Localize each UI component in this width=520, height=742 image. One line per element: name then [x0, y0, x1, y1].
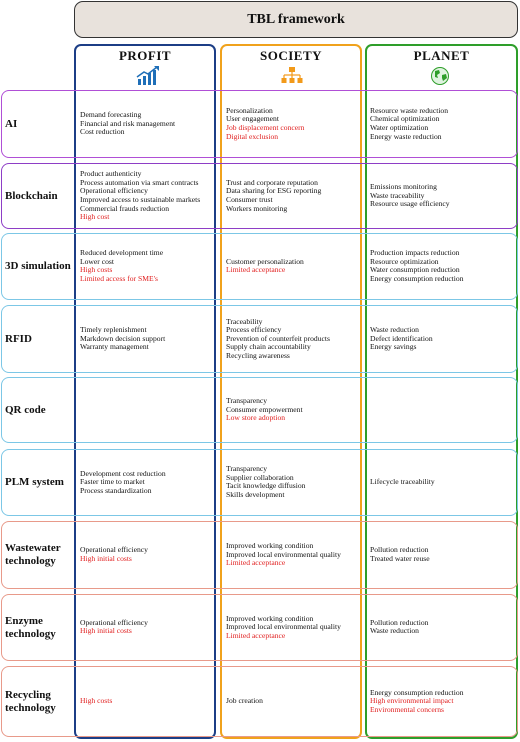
benefit-item: Energy consumption reduction — [370, 687, 464, 697]
society-cell-3d-simulation — [226, 258, 364, 275]
benefit-item: Lower cost — [80, 256, 114, 266]
org-chart-icon — [281, 66, 303, 86]
benefit-item: Process standardization — [80, 485, 152, 495]
profit-cell-plm-system — [80, 470, 218, 496]
challenge-item: Digital exclusion — [226, 131, 279, 141]
benefit-item: Resource waste reduction — [370, 105, 449, 115]
bar-chart-growth-icon — [136, 66, 160, 86]
benefit-item: Process efficiency — [226, 325, 282, 335]
benefit-item: Trust and corporate reputation — [226, 177, 318, 187]
benefit-item: Job creation — [226, 696, 263, 706]
benefit-item: Waste traceability — [370, 190, 425, 200]
planet-cell-recycling-technology — [370, 689, 508, 715]
benefit-item: Product authenticity — [80, 169, 142, 179]
challenge-item: High costs — [80, 696, 113, 706]
challenge-item: Environmental concerns — [370, 704, 445, 714]
row-label-plm-system: PLM system — [5, 476, 64, 488]
benefit-item: Energy savings — [370, 342, 417, 352]
benefit-item: Pollution reduction — [370, 617, 429, 627]
benefit-item: Waste reduction — [370, 325, 419, 335]
row-label-wastewater-technology: Wastewater technology — [5, 542, 61, 567]
society-cell-plm-system — [226, 465, 364, 499]
society-cell-blockchain — [226, 179, 364, 213]
society-column-title: SOCIETY — [259, 48, 323, 63]
benefit-item: User engagement — [226, 114, 279, 124]
benefit-item: Customer personalization — [226, 256, 304, 266]
benefit-item: Cost reduction — [80, 127, 125, 137]
challenge-item: High environmental impact — [370, 696, 454, 706]
society-cell-wastewater-technology — [226, 542, 364, 568]
benefit-item: Consumer empowerment — [226, 404, 303, 414]
row-label-qr-code: QR code — [5, 403, 46, 416]
planet-cell-ai — [370, 107, 508, 141]
challenge-item: High costs — [80, 265, 113, 275]
planet-cell-wastewater-technology — [370, 546, 508, 563]
row-label-3d-simulation: 3D simulation — [5, 260, 71, 272]
row-label-recycling-technology: Recycling technology — [5, 688, 56, 714]
benefit-item: Tacit knowledge diffusion — [226, 481, 306, 491]
planet-cell-3d-simulation — [370, 249, 508, 283]
benefit-item: Supply chain accountability — [226, 342, 311, 352]
profit-cell-3d-simulation — [80, 249, 218, 283]
benefit-item: Pollution reduction — [370, 545, 429, 555]
benefit-item: Warranty management — [80, 342, 149, 352]
framework-title: TBL framework — [74, 1, 518, 38]
benefit-item: Resource optimization — [370, 256, 439, 266]
benefit-item: Resource usage efficiency — [370, 199, 450, 209]
planet-cell-plm-system — [370, 478, 508, 487]
profit-column-title: PROFIT — [118, 48, 172, 63]
benefit-item: Improved working condition — [226, 541, 314, 551]
challenge-item: High initial costs — [80, 626, 132, 636]
benefit-item: Supplier collaboration — [226, 472, 294, 482]
benefit-item: Personalization — [226, 105, 273, 115]
challenge-item: High cost — [80, 212, 110, 222]
planet-cell-blockchain — [370, 183, 508, 209]
planet-column-title: PLANET — [413, 48, 470, 63]
profit-cell-wastewater-technology — [80, 546, 218, 563]
benefit-item: Data sharing for ESG reporting — [226, 186, 322, 196]
benefit-item: Defect identification — [370, 333, 433, 343]
challenge-item: Low store adoption — [226, 413, 286, 423]
benefit-item: Skills development — [226, 490, 285, 500]
society-cell-rfid — [226, 318, 364, 361]
benefit-item: Traceability — [226, 316, 263, 326]
challenge-item: High initial costs — [80, 553, 132, 563]
benefit-item: Water consumption reduction — [370, 265, 460, 275]
benefit-item: Markdown decision support — [80, 333, 166, 343]
benefit-item: Operational efficiency — [80, 617, 148, 627]
profit-cell-enzyme-technology — [80, 619, 218, 636]
row-label-enzyme-technology: Enzyme technology — [5, 614, 56, 640]
benefit-item: Improved local environmental quality — [226, 549, 341, 559]
benefit-item: Timely replenishment — [80, 325, 147, 335]
planet-cell-enzyme-technology — [370, 619, 508, 636]
row-label-rfid: RFID — [5, 332, 32, 345]
benefit-item: Process automation via smart contracts — [80, 177, 199, 187]
benefit-item: Financial and risk management — [80, 118, 176, 128]
benefit-item: Improved local environmental quality — [226, 622, 341, 632]
benefit-item: Consumer trust — [226, 194, 273, 204]
society-cell-ai — [226, 107, 364, 141]
benefit-item: Lifecycle traceability — [370, 477, 435, 487]
benefit-item: Energy waste reduction — [370, 131, 442, 141]
benefit-item: Workers monitoring — [226, 203, 288, 213]
row-label-ai: AI — [5, 117, 18, 130]
benefit-item: Operational efficiency — [80, 186, 148, 196]
profit-cell-ai — [80, 111, 218, 137]
society-cell-recycling-technology — [226, 697, 364, 706]
challenge-item: Limited acceptance — [226, 630, 286, 640]
globe-icon — [430, 66, 450, 86]
benefit-item: Treated water reuse — [370, 553, 430, 563]
benefit-item: Energy consumption reduction — [370, 274, 464, 284]
benefit-item: Reduced development time — [80, 248, 164, 258]
benefit-item: Operational efficiency — [80, 545, 148, 555]
benefit-item: Transparency — [226, 396, 268, 406]
profit-cell-recycling-technology — [80, 697, 218, 706]
challenge-item: Job displacement concern — [226, 122, 305, 132]
benefit-item: Transparency — [226, 464, 268, 474]
benefit-item: Demand forecasting — [80, 110, 142, 120]
challenge-item: Limited acceptance — [226, 265, 286, 275]
benefit-item: Improved working condition — [226, 613, 314, 623]
society-cell-qr-code — [226, 397, 364, 423]
benefit-item: Prevention of counterfeit products — [226, 333, 330, 343]
challenge-item: Limited acceptance — [226, 558, 286, 568]
profit-cell-rfid — [80, 326, 218, 352]
challenge-item: Limited access for SME's — [80, 274, 158, 284]
benefit-item: Chemical optimization — [370, 114, 440, 124]
benefit-item: Recycling awareness — [226, 350, 290, 360]
profit-cell-blockchain — [80, 170, 218, 222]
benefit-item: Production impacts reduction — [370, 248, 460, 258]
planet-cell-rfid — [370, 326, 508, 352]
benefit-item: Waste reduction — [370, 626, 419, 636]
benefit-item: Faster time to market — [80, 477, 145, 487]
society-cell-enzyme-technology — [226, 615, 364, 641]
benefit-item: Commercial frauds reduction — [80, 203, 169, 213]
benefit-item: Emissions monitoring — [370, 182, 437, 192]
benefit-item: Development cost reduction — [80, 468, 166, 478]
row-label-blockchain: Blockchain — [5, 189, 58, 202]
benefit-item: Improved access to sustainable markets — [80, 194, 201, 204]
benefit-item: Water optimization — [370, 122, 429, 132]
